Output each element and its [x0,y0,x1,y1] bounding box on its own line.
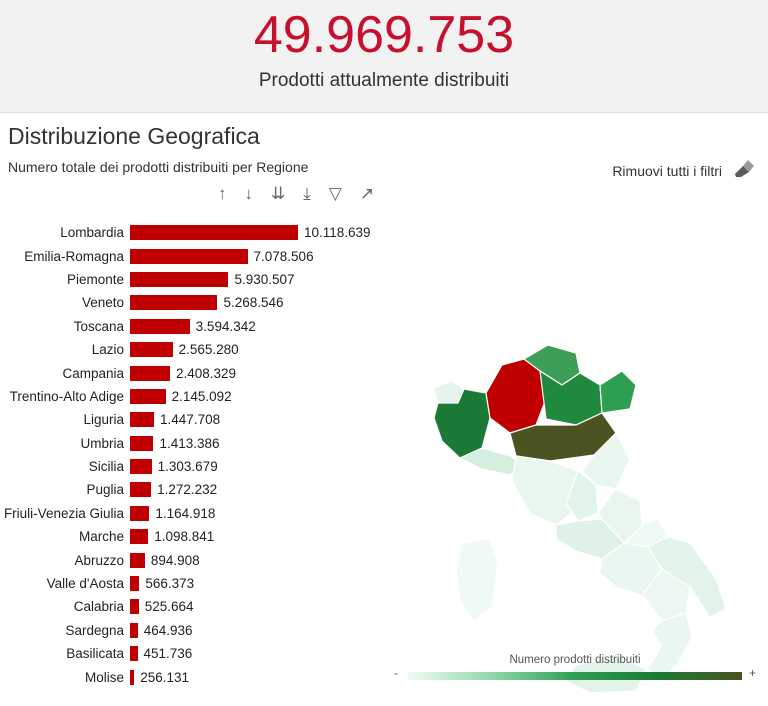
bar-value-label: 3.594.342 [195,318,256,334]
bar-value-label: 894.908 [150,552,200,568]
bar-value-label: 1.303.679 [157,459,218,475]
bar[interactable] [130,599,139,614]
legend-min-label: - [394,666,398,680]
clear-filters-label[interactable]: Rimuovi tutti i filtri [612,163,722,179]
bar[interactable] [130,646,138,661]
bar-category-label[interactable]: Basilicata [66,646,124,662]
bar[interactable] [130,506,149,521]
bar-category-label[interactable]: Valle d'Aosta [46,576,124,592]
bar-value-label: 2.408.329 [175,365,237,381]
bar-row[interactable] [0,408,400,431]
bar-track [130,646,400,661]
panel-subtitle: Numero totale dei prodotti distribuiti per Regione [8,159,309,175]
legend-gradient [408,672,742,680]
bar-track [130,412,400,427]
bar-row[interactable] [0,665,400,688]
bar-category-label[interactable]: Liguria [83,412,124,428]
bar[interactable] [130,436,153,451]
bar-row[interactable] [0,291,400,314]
bar-track [130,295,400,310]
bar[interactable] [130,459,152,474]
bar-row[interactable] [0,478,400,501]
focus-mode-icon[interactable]: ↗ [359,184,375,203]
bar-category-label[interactable]: Toscana [73,318,124,334]
bar[interactable] [130,225,298,240]
bar[interactable] [130,412,154,427]
bar-category-label[interactable]: Sardegna [65,622,124,638]
bar-track [130,482,400,497]
bar-track [130,599,400,614]
bar-track [130,342,400,357]
bar-track [130,225,400,240]
bar[interactable] [130,389,166,404]
bar-value-label: 1.098.841 [154,529,215,545]
bar-value-label: 451.736 [143,646,193,662]
bar-category-label[interactable]: Calabria [73,599,124,615]
bar-chart [0,221,400,691]
bar-category-label[interactable]: Veneto [81,295,124,311]
bar-category-label[interactable]: Molise [84,669,124,685]
legend-max-label: + [748,666,756,680]
bar[interactable] [130,342,173,357]
bar-row[interactable] [0,315,400,338]
bar[interactable] [130,576,139,591]
bar-value-label: 1.164.918 [155,505,216,521]
filter-icon[interactable]: ▽ [328,184,342,203]
bar-value-label: 2.565.280 [178,342,239,358]
bar-row[interactable] [0,502,400,525]
sort-ascending-icon[interactable]: ↑ [218,184,227,203]
bar-row[interactable] [0,244,400,267]
bar-row[interactable] [0,385,400,408]
map-legend [390,654,760,688]
bar-category-label[interactable]: Marche [78,529,124,545]
bar-category-label[interactable]: Piemonte [66,271,124,287]
bar-category-label[interactable]: Friuli-Venezia Giulia [3,505,124,521]
bar-value-label: 10.118.639 [304,225,371,241]
bar-value-label: 256.131 [140,669,190,685]
bar[interactable] [130,670,134,685]
bar-row[interactable] [0,268,400,291]
bar-category-label[interactable]: Lombardia [60,225,124,241]
bar-track [130,366,400,381]
bar-value-label: 525.664 [144,599,194,615]
kpi-value: 49.969.753 [253,6,515,64]
bar[interactable] [130,623,138,638]
map-region-sardegna [456,539,498,621]
geographic-distribution-panel [0,112,768,706]
bar-row[interactable] [0,619,400,642]
bar-value-label: 2.145.092 [171,388,232,404]
bar[interactable] [130,529,148,544]
bar-category-label[interactable]: Emilia-Romagna [24,248,124,264]
bar-track [130,506,400,521]
bar-value-label: 5.930.507 [234,271,295,287]
sort-double-down-icon[interactable]: ⇊ [271,184,286,203]
bar-track [130,623,400,638]
bar-row[interactable] [0,525,400,548]
bar-track [130,389,400,404]
bar-row[interactable] [0,595,400,618]
bar-track [130,529,400,544]
bar-category-label[interactable]: Sicilia [88,459,124,475]
bar-track [130,436,400,451]
bar-track [130,670,400,685]
page-title: Distribuzione Geografica [8,123,260,149]
bar-value-label: 1.447.708 [160,412,221,428]
bar-row[interactable] [0,548,400,571]
bar[interactable] [130,319,190,334]
bar[interactable] [130,482,151,497]
bar-track [130,576,400,591]
bar[interactable] [130,272,228,287]
eraser-icon[interactable] [732,157,756,181]
bar-track [130,459,400,474]
bar-category-label[interactable]: Lazio [91,342,124,358]
visual-toolbar[interactable] [218,185,374,202]
kpi-header [0,0,768,112]
bar-row[interactable] [0,455,400,478]
bar[interactable] [130,553,145,568]
italy-choropleth-map[interactable] [390,213,768,693]
map-region-friuli-venezia-giulia [600,371,636,413]
bar-track [130,319,400,334]
bar-category-label[interactable]: Abruzzo [74,552,124,568]
bar-category-label[interactable]: Campania [62,365,124,381]
bar-row[interactable] [0,572,400,595]
legend-title: Numero prodotti distribuiti [509,654,641,666]
bar[interactable] [130,295,217,310]
bar[interactable] [130,249,248,264]
bar-track [130,249,400,264]
bar-value-label: 7.078.506 [253,248,314,264]
bar-row[interactable] [0,361,400,384]
sort-descending-icon[interactable]: ↓ [244,184,253,203]
kpi-subtitle: Prodotti attualmente distribuiti [258,70,510,91]
bar-value-label: 464.936 [143,622,193,638]
bar-category-label[interactable]: Puglia [86,482,124,498]
bar-track [130,272,400,287]
bar-value-label: 1.272.232 [157,482,218,498]
bar-category-label[interactable]: Umbria [80,435,124,451]
bar-value-label: 566.373 [145,576,195,592]
bar-row[interactable] [0,432,400,455]
drill-down-icon[interactable]: ⤓ [303,184,311,203]
bar-row[interactable] [0,642,400,665]
bar-value-label: 1.413.386 [159,435,220,451]
bar[interactable] [130,366,170,381]
bar-row[interactable] [0,221,400,244]
bar-value-label: 5.268.546 [223,295,284,311]
bar-track [130,553,400,568]
map-region-lombardia [486,359,546,433]
bar-row[interactable] [0,338,400,361]
bar-category-label[interactable]: Trentino-Alto Adige [9,388,124,404]
